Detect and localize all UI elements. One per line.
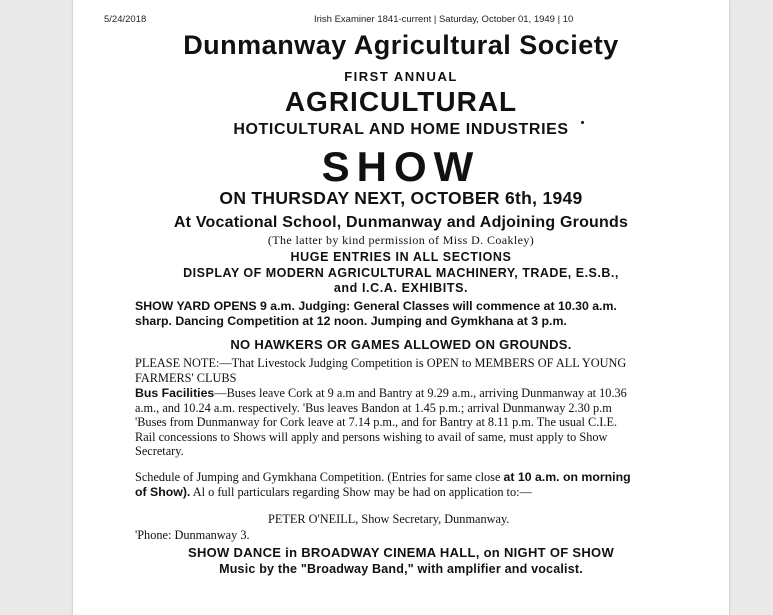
music-line: Music by the "Broadway Band," with amplifier and vocalist. (219, 562, 583, 576)
ica-exhibits-line: and I.C.A. EXHIBITS. (333, 281, 469, 295)
entries-line: HUGE ENTRIES IN ALL SECTIONS (290, 250, 512, 264)
no-hawkers-line: NO HAWKERS OR GAMES ALLOWED ON GROUNDS. (230, 337, 572, 352)
ink-speck (581, 121, 584, 124)
permission-line: (The latter by kind permission of Miss D. Coakley) (267, 233, 535, 247)
show-date-line: ON THURSDAY NEXT, OCTOBER 6th, 1949 (219, 188, 583, 208)
phone-line: 'Phone: Dunmanway 3. (135, 528, 250, 542)
venue-line: At Vocational School, Dunmanway and Adjoining Grounds (173, 214, 629, 231)
agricultural-heading: AGRICULTURAL (284, 86, 518, 117)
bus-facilities-paragraph (135, 386, 635, 459)
print-date: 5/24/2018 (104, 14, 147, 25)
show-dance-line: SHOW DANCE in BROADWAY CINEMA HALL, on NIGHT OF SHOW (187, 545, 615, 560)
newspaper-page (73, 0, 729, 615)
schedule-paragraph (135, 470, 635, 499)
please-note-paragraph: PLEASE NOTE:—That Livestock Judging Competition is OPEN to MEMBERS OF ALL YOUNG FARMERS' CLUBS (135, 356, 627, 385)
industries-heading: HOTICULTURAL AND HOME INDUSTRIES (233, 121, 569, 138)
secretary-line: PETER O'NEILL, Show Secretary, Dunmanway. (268, 512, 510, 526)
display-line: DISPLAY OF MODERN AGRICULTURAL MACHINERY, TRADE, E.S.B., (183, 266, 619, 280)
bus-facilities-lead: Bus Facilities (135, 386, 215, 400)
show-yard-paragraph: SHOW YARD OPENS 9 a.m. Judging: General Classes will commence at 10.30 a.m. sharp. Dancing Competition at 12 noon. Jumping and Gymkhana at 3 p.m. (135, 299, 617, 328)
schedule-text-a: Schedule of Jumping and Gymkhana Competition. (Entries for same close (135, 470, 504, 484)
first-annual-line: FIRST ANNUAL (344, 69, 458, 84)
show-heading: SHOW (321, 143, 481, 190)
schedule-text-c: Al o full particulars regarding Show may be had on application to:— (190, 484, 532, 499)
society-title: Dunmanway Agricultural Society (183, 30, 619, 60)
schedule-text-b: at 10 a.m. on morning of Show). (135, 470, 631, 499)
source-citation: Irish Examiner 1841-current | Saturday, October 01, 1949 | 10 (314, 14, 574, 25)
bus-facilities-text: —Buses leave Cork at 9 a.m and Bantry at 9.29 a.m., arriving Dunmanway at 10.36 a.m., and 10.24 a.m. respectively. 'Bus leaves Bandon at 1.45 p.m.; arrival Dunmanway 2.30 p.m 'Buses from Dunmanway for Cork leave at 7.14 p.m., and for Bantry at 8.11 p.m. The usual C.I.E. Rail concessions to Shows will apply and persons wishing to avail of same, must apply to Show Secretary. (135, 386, 627, 458)
